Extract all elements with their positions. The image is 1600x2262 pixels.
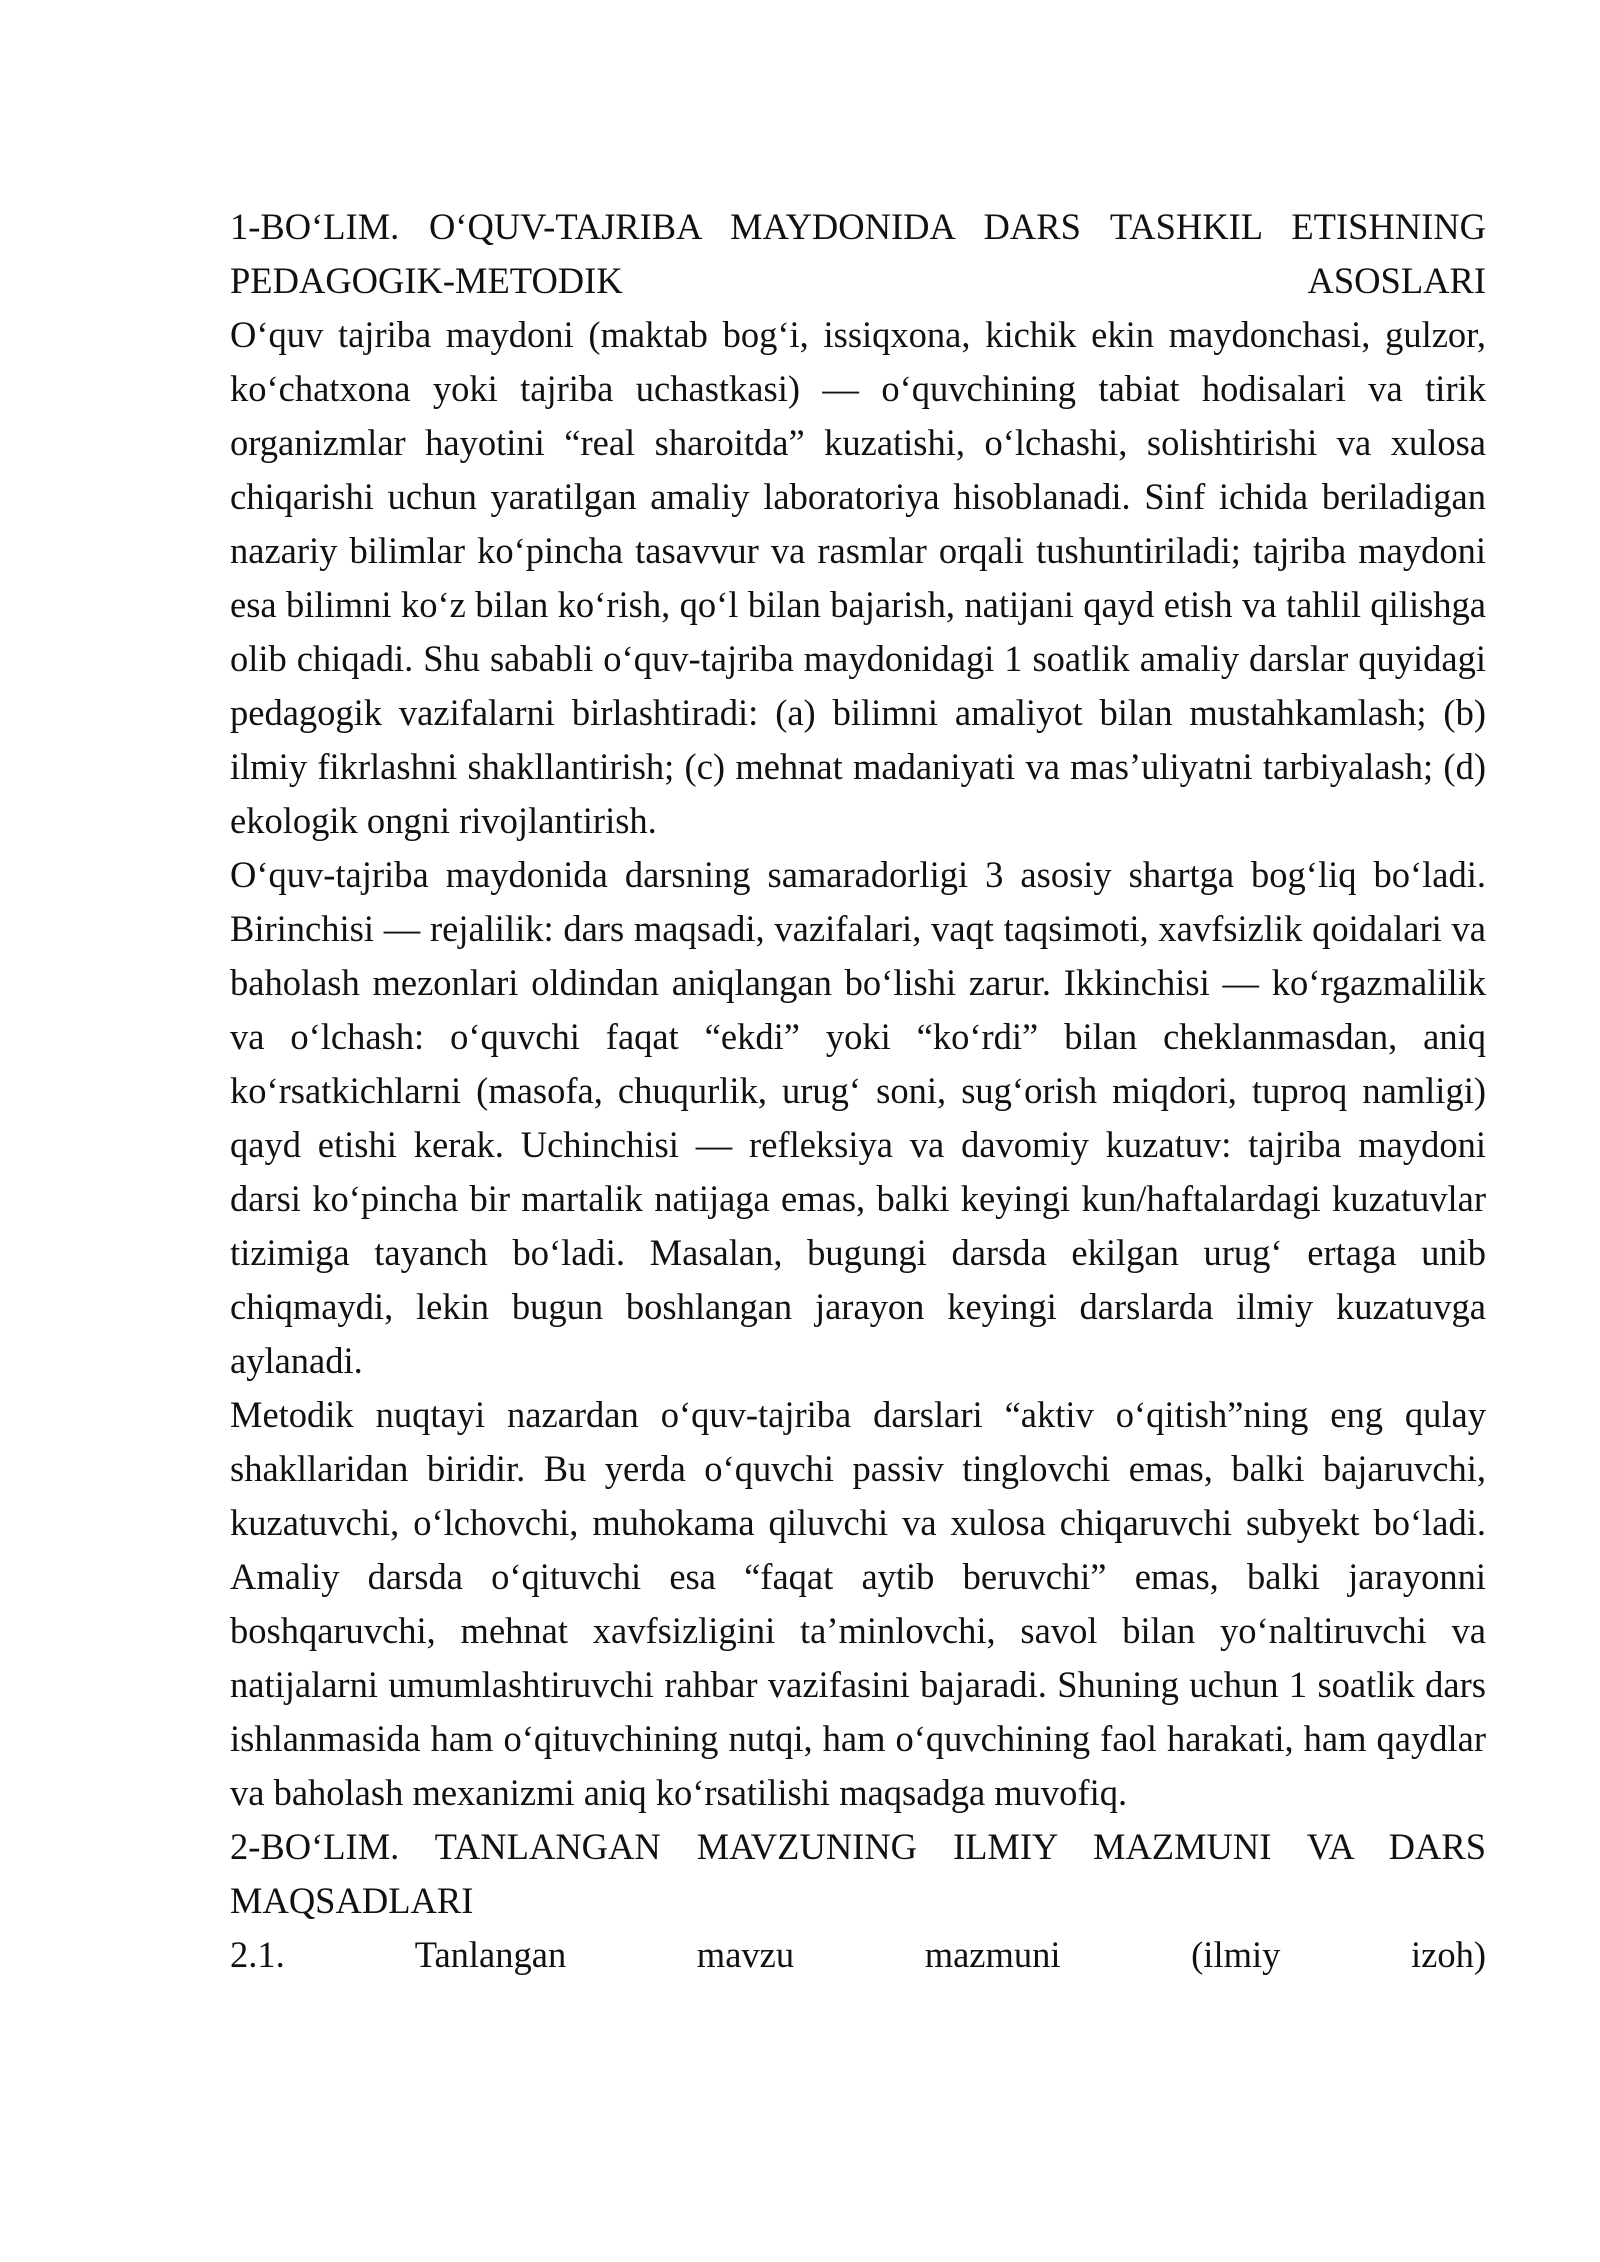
document-page [230, 200, 1486, 1982]
section-1-paragraph-3: Metodik nuqtayi nazardan o‘quv-tajriba darslari “aktiv o‘qitish”ning eng qulay shakllaridan biridir. Bu yerda o‘quvchi passiv tinglovchi emas, balki bajaruvchi, kuzatuvchi, o‘lchovchi, muhokama qiluvchi va xulosa chiqaruvchi subyekt bo‘ladi. Amaliy darsda o‘qituvchi esa “faqat aytib beruvchi” emas, balki jarayonni boshqaruvchi, mehnat xavfsizligini ta’minlovchi, savol bilan yo‘naltiruvchi va natijalarni umumlashtiruvchi rahbar vazifasini bajaradi. Shuning uchun 1 soatlik dars ishlanmasida ham o‘qituvchining nutqi, ham o‘quvchining faol harakati, ham qaydlar va baholash mexanizmi aniq ko‘rsatilishi maqsadga muvofiq. [230, 1394, 1486, 1813]
section-2-1-subheading: 2.1. Tanlangan mavzu mazmuni (ilmiy izoh) [230, 1934, 1486, 1975]
section-1-paragraph-1: O‘quv tajriba maydoni (maktab bog‘i, issiqxona, kichik ekin maydonchasi, gulzor, ko‘chatxona yoki tajriba uchastkasi) — o‘quvchining tabiat hodisalari va tirik organizmlar hayotini “real sharoitda” kuzatishi, o‘lchashi, solishtirishi va xulosa chiqarishi uchun yaratilgan amaliy laboratoriya hisoblanadi. Sinf ichida beriladigan nazariy bilimlar ko‘pincha tasavvur va rasmlar orqali tushuntiriladi; tajriba maydoni esa bilimni ko‘z bilan ko‘rish, qo‘l bilan bajarish, natijani qayd etish va tahlil qilishga olib chiqadi. Shu sababli o‘quv-tajriba maydonidagi 1 soatlik amaliy darslar quyidagi pedagogik vazifalarni birlashtiradi: (a) bilimni amaliyot bilan mustahkamlash; (b) ilmiy fikrlashni shakllantirish; (c) mehnat madaniyati va mas’uliyatni tarbiyalash; (d) ekologik ongni rivojlantirish. [230, 314, 1486, 841]
section-1-heading: 1-BO‘LIM. O‘QUV-TAJRIBA MAYDONIDA DARS TASHKIL ETISHNING PEDAGOGIK-METODIK ASOSLARI [230, 206, 1486, 301]
section-2-heading: 2-BO‘LIM. TANLANGAN MAVZUNING ILMIY MAZMUNI VA DARS MAQSADLARI [230, 1826, 1486, 1921]
section-1-paragraph-2: O‘quv-tajriba maydonida darsning samaradorligi 3 asosiy shartga bog‘liq bo‘ladi. Birinchisi — rejalilik: dars maqsadi, vazifalari, vaqt taqsimoti, xavfsizlik qoidalari va baholash mezonlari oldindan aniqlangan bo‘lishi zarur. Ikkinchisi — ko‘rgazmalilik va o‘lchash: o‘quvchi faqat “ekdi” yoki “ko‘rdi” bilan cheklanmasdan, aniq ko‘rsatkichlarni (masofa, chuqurlik, urug‘ soni, sug‘orish miqdori, tuproq namligi) qayd etishi kerak. Uchinchisi — refleksiya va davomiy kuzatuv: tajriba maydoni darsi ko‘pincha bir martalik natijaga emas, balki keyingi kun/haftalardagi kuzatuvlar tizimiga tayanch bo‘ladi. Masalan, bugungi darsda ekilgan urug‘ ertaga unib chiqmaydi, lekin bugun boshlangan jarayon keyingi darslarda ilmiy kuzatuvga aylanadi. [230, 854, 1486, 1381]
